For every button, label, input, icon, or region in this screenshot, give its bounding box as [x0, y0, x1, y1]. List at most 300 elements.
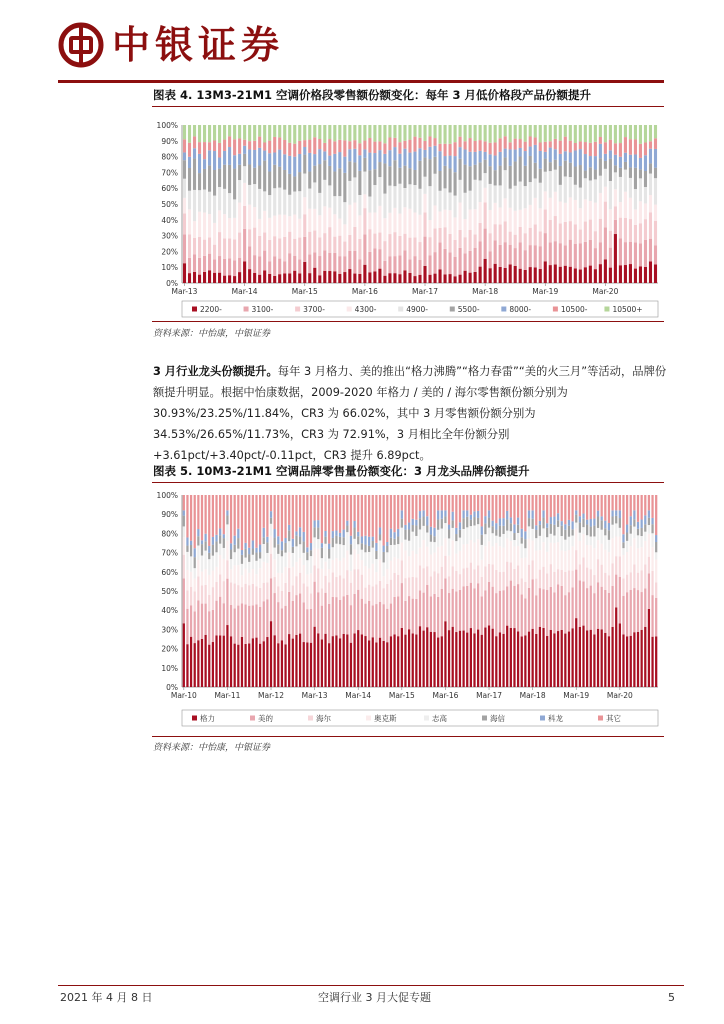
fig4-bar-segment-5	[228, 165, 231, 193]
fig5-bar-segment-4	[274, 548, 276, 560]
fig4-bar-segment-4	[594, 179, 597, 202]
fig4-bar-segment-0	[353, 274, 356, 283]
fig5-bar-segment-5	[201, 544, 203, 555]
fig5-bar-segment-5	[386, 546, 388, 552]
fig4-legend-swatch	[295, 307, 300, 312]
fig5-bar-segment-1	[204, 604, 206, 635]
fig4-bar-segment-5	[198, 173, 201, 190]
fig5-bar-segment-5	[324, 537, 326, 544]
fig5-legend-swatch	[598, 716, 603, 721]
fig4-bar-segment-4	[539, 183, 542, 209]
fig4-bar-segment-0	[594, 269, 597, 283]
fig5-bar-segment-3	[277, 573, 279, 586]
fig5-bar-segment-0	[332, 636, 334, 687]
fig4-bar-segment-7	[534, 137, 537, 144]
fig4-bar-segment-7	[243, 140, 246, 146]
fig5-bar-segment-2	[590, 569, 592, 585]
fig4-bar-segment-4	[544, 172, 547, 192]
fig4-bar-segment-3	[293, 214, 296, 238]
fig5-bar-segment-0	[528, 632, 530, 687]
fig4-bar-segment-5	[273, 165, 276, 188]
fig5-bar-segment-2	[513, 569, 515, 586]
fig5-bar-segment-1	[579, 580, 581, 627]
fig5-bar-segment-1	[452, 589, 454, 627]
fig4-bar-segment-0	[549, 265, 552, 283]
fig4-bar-segment-0	[604, 259, 607, 283]
fig4-bar-segment-2	[519, 227, 522, 243]
fig5-bar-segment-7	[637, 495, 639, 522]
fig4-bar-segment-8	[348, 125, 351, 141]
fig5-bar	[219, 495, 221, 687]
fig4-bar-segment-8	[183, 125, 186, 139]
fig5-bar-segment-4	[495, 536, 497, 543]
fig5-bar-segment-0	[492, 629, 494, 687]
fig4-bar-segment-7	[529, 136, 532, 146]
fig4-bar-segment-3	[268, 218, 271, 240]
fig5-bar	[357, 495, 359, 687]
fig4-bar-segment-6	[564, 151, 567, 160]
fig4-bar-segment-3	[629, 198, 632, 219]
fig4-bar-segment-5	[604, 161, 607, 169]
fig5-bar-segment-4	[564, 540, 566, 551]
fig5-bar-segment-5	[212, 545, 214, 556]
fig4-bar-segment-8	[323, 125, 326, 143]
fig4-bar-segment-2	[343, 242, 346, 257]
fig4-bar-segment-1	[298, 259, 301, 273]
fig5-bar-segment-7	[426, 495, 428, 516]
fig4-bar-segment-7	[474, 141, 477, 152]
fig5-bar-segment-7	[252, 495, 254, 540]
fig4-bar-segment-0	[233, 276, 236, 283]
fig5-bar	[343, 495, 345, 687]
fig5-bar-segment-0	[637, 632, 639, 687]
fig4-bar-segment-8	[363, 125, 366, 141]
fig5-bar-segment-3	[622, 555, 624, 578]
fig4-bar-segment-5	[519, 157, 522, 182]
fig4-bar-segment-0	[373, 271, 376, 283]
fig5-bar-segment-6	[255, 548, 257, 553]
fig5-bar-segment-7	[397, 495, 399, 529]
fig5-bar-segment-5	[415, 525, 417, 536]
fig4-bar-segment-4	[213, 196, 216, 223]
fig5-bar-segment-4	[502, 534, 504, 548]
fig5-bar-segment-4	[630, 534, 632, 547]
fig5-bar-segment-5	[651, 524, 653, 533]
fig4-bar-segment-1	[358, 259, 361, 274]
fig4-bar-segment-1	[363, 234, 366, 264]
fig4-bar-segment-4	[348, 181, 351, 205]
fig4-bar-segment-2	[489, 233, 492, 251]
fig5-bar-segment-0	[561, 630, 563, 687]
fig4-legend-swatch	[244, 307, 249, 312]
fig5-bar-segment-4	[223, 548, 225, 559]
fig5-bar-segment-1	[401, 583, 403, 628]
fig4-bar-segment-6	[609, 150, 612, 158]
fig4-bar-segment-5	[193, 158, 196, 189]
fig5-bar-segment-1	[277, 602, 279, 643]
fig4-bar-segment-4	[519, 182, 522, 210]
fig4-bar-segment-0	[629, 264, 632, 283]
fig5-bar-segment-0	[241, 637, 243, 687]
fig5-bar-segment-2	[190, 587, 192, 606]
fig5-bar-segment-0	[270, 621, 272, 687]
fig5-bar-segment-0	[651, 637, 653, 687]
fig5-bar	[517, 495, 519, 687]
fig5-bar-segment-3	[197, 560, 199, 576]
fig4-bar-segment-7	[338, 140, 341, 152]
fig5-bar-segment-6	[183, 510, 185, 515]
fig5-bar-segment-4	[462, 529, 464, 544]
fig4-bar-segment-1	[248, 246, 251, 269]
fig4-bar-segment-4	[569, 177, 572, 197]
fig5-bar-segment-0	[611, 627, 613, 687]
fig4-bar-segment-2	[449, 234, 452, 252]
fig4-bar-segment-2	[203, 240, 206, 256]
bank-of-china-logo-icon	[58, 22, 104, 68]
fig4-bar-segment-2	[504, 221, 507, 242]
fig4-legend-swatch	[501, 307, 506, 312]
fig5-bar-segment-3	[255, 574, 257, 586]
fig5-bar-segment-3	[350, 571, 352, 583]
fig5-bar-segment-2	[535, 579, 537, 596]
fig4-bar-segment-7	[599, 137, 602, 144]
fig5-bar-segment-1	[368, 601, 370, 640]
fig4-bar-segment-8	[514, 125, 517, 139]
fig4-bar-segment-3	[534, 198, 537, 224]
fig4-bar-segment-8	[413, 125, 416, 137]
fig5-bar	[212, 495, 214, 687]
fig4-bar-segment-1	[338, 256, 341, 274]
fig5-bar-segment-2	[335, 577, 337, 597]
fig4-bar-segment-4	[383, 194, 386, 219]
fig5-bar	[561, 495, 563, 687]
fig4-bar-segment-0	[423, 266, 426, 283]
fig4-bar-segment-2	[459, 230, 462, 248]
fig5-bar-segment-7	[601, 495, 603, 516]
fig5-bar-segment-5	[317, 528, 319, 540]
fig5-bar-segment-5	[521, 537, 523, 543]
fig5-bar-segment-5	[368, 546, 370, 552]
fig5-bar-segment-3	[419, 548, 421, 566]
fig5-bar-segment-3	[321, 569, 323, 589]
fig4-bar-segment-1	[484, 229, 487, 259]
fig4-bar-segment-4	[579, 188, 582, 209]
fig4-bar-segment-2	[649, 212, 652, 238]
fig5-bar-segment-4	[190, 556, 192, 571]
fig4-bar-segment-0	[534, 267, 537, 283]
fig4-bar	[554, 125, 557, 283]
fig4-bar-segment-0	[574, 268, 577, 283]
fig5-bar-segment-7	[524, 495, 526, 531]
fig5-bar-segment-2	[263, 583, 265, 601]
fig5-bar-segment-4	[255, 561, 257, 574]
fig5-bar-segment-4	[332, 547, 334, 560]
fig5-bar-segment-2	[350, 583, 352, 605]
fig4-bar-segment-3	[388, 213, 391, 234]
fig5-bar	[564, 495, 566, 687]
fig4-bar-segment-6	[328, 156, 331, 166]
fig5-bar-segment-6	[212, 537, 214, 545]
fig5-bar-segment-7	[379, 495, 381, 527]
fig5-bar-segment-4	[313, 537, 315, 547]
fig4-bar-segment-6	[403, 149, 406, 166]
fig5-bar-segment-3	[546, 552, 548, 574]
fig4-bar-segment-4	[639, 178, 642, 201]
fig5-bar-segment-2	[557, 569, 559, 584]
fig5-bar-segment-0	[630, 636, 632, 687]
fig4-bar	[589, 125, 592, 283]
fig5-bar	[255, 495, 257, 687]
fig5-bar-segment-2	[553, 572, 555, 593]
fig5-bar-segment-4	[590, 537, 592, 546]
fig5-y-tick: 60%	[161, 567, 178, 577]
fig4-bar-segment-0	[413, 276, 416, 283]
fig5-bar-segment-5	[266, 542, 268, 553]
fig5-bar-segment-3	[361, 560, 363, 575]
fig5-bar-segment-5	[466, 517, 468, 528]
fig4-bar-segment-8	[579, 125, 582, 141]
fig5-bar-segment-5	[412, 525, 414, 532]
fig5-bar-segment-1	[604, 590, 606, 633]
fig5-bar-segment-4	[481, 545, 483, 560]
fig4-bar-segment-8	[228, 125, 231, 136]
fig4-bar-segment-1	[408, 259, 411, 273]
fig5-bar-segment-6	[448, 525, 450, 530]
fig4-bar-segment-4	[333, 196, 336, 214]
fig5-bar-segment-2	[295, 576, 297, 595]
fig5-bar-segment-0	[306, 642, 308, 687]
fig5-bar-segment-5	[615, 516, 617, 524]
fig4-bar-segment-1	[253, 255, 256, 273]
fig4-bar-segment-8	[278, 125, 281, 137]
fig4-bar-segment-1	[398, 255, 401, 274]
fig5-bar-segment-0	[466, 633, 468, 687]
fig4-bar-segment-2	[258, 236, 261, 256]
fig5-bar-segment-5	[492, 526, 494, 533]
fig5-bar	[419, 495, 421, 687]
fig5-bar	[492, 495, 494, 687]
fig4-bar-segment-0	[524, 270, 527, 283]
fig5-bar-segment-6	[317, 520, 319, 527]
fig5-bar-segment-0	[462, 631, 464, 687]
fig5-bar-segment-2	[510, 562, 512, 580]
fig5-bar-segment-2	[633, 564, 635, 588]
fig5-bar-segment-5	[528, 518, 530, 526]
fig5-bar-segment-0	[459, 631, 461, 687]
fig5-bar-segment-5	[343, 537, 345, 545]
fig4-bar-segment-8	[378, 125, 381, 141]
fig5-bar-segment-2	[644, 564, 646, 588]
fig5-bar-segment-7	[215, 495, 217, 535]
fig5-bar-segment-4	[215, 552, 217, 567]
fig4-bar-segment-6	[278, 150, 281, 167]
fig5-bar-segment-6	[423, 510, 425, 516]
fig5-bar-segment-3	[641, 547, 643, 570]
fig4-bar-segment-3	[654, 205, 657, 221]
fig5-bar-segment-2	[597, 559, 599, 582]
fig5-bar-segment-4	[386, 552, 388, 569]
fig5-bar-segment-3	[470, 540, 472, 563]
fig5-bar-segment-7	[383, 495, 385, 546]
fig4-bar-segment-3	[368, 213, 371, 230]
fig4-bar-segment-8	[198, 125, 201, 142]
fig5-bar-segment-2	[550, 564, 552, 587]
fig5-bar	[266, 495, 268, 687]
fig5-bar-segment-2	[622, 579, 624, 596]
fig5-bar-segment-0	[648, 609, 650, 687]
fig5-bar-segment-1	[397, 596, 399, 636]
fig4-bar	[433, 125, 436, 283]
fig4-bar-segment-7	[373, 142, 376, 153]
fig5-bar-segment-5	[299, 536, 301, 544]
fig5-bar-segment-5	[484, 523, 486, 534]
fig4-bar-segment-5	[183, 160, 186, 179]
fig5-bar-segment-0	[208, 645, 210, 687]
fig5-bar-segment-5	[597, 516, 599, 527]
fig5-bar-segment-4	[397, 544, 399, 559]
fig5-bar-segment-5	[346, 526, 348, 533]
fig5-bar-segment-6	[586, 520, 588, 525]
fig4-bar-segment-8	[238, 125, 241, 138]
fig5-bar-segment-7	[575, 495, 577, 510]
fig5-bar-segment-7	[372, 495, 374, 537]
fig4-bar-segment-3	[489, 210, 492, 233]
fig4-legend-label: 3100-	[251, 305, 274, 314]
fig5-bar-segment-4	[353, 539, 355, 549]
fig5-bar-segment-4	[350, 555, 352, 572]
fig5-bar-segment-4	[542, 528, 544, 542]
fig5-bar-segment-7	[564, 495, 566, 524]
fig5-bar-segment-5	[353, 528, 355, 539]
fig5-bar-segment-2	[404, 578, 406, 601]
fig5-bar-segment-4	[194, 568, 196, 578]
fig4-bar	[383, 125, 386, 283]
fig4-bar-segment-5	[373, 169, 376, 185]
fig5-bar	[215, 495, 217, 687]
fig5-bar	[633, 495, 635, 687]
fig5-bar-segment-5	[186, 546, 188, 552]
fig4-bar-segment-2	[298, 238, 301, 260]
fig5-bar-segment-3	[532, 541, 534, 561]
fig5-bar-segment-4	[423, 526, 425, 540]
fig5-bar-segment-7	[241, 495, 243, 550]
fig5-bar-segment-3	[408, 556, 410, 577]
fig5-bar-segment-1	[259, 607, 261, 644]
fig4-bar-segment-8	[619, 125, 622, 143]
fig5-bar	[375, 495, 377, 687]
fig4-bar	[278, 125, 281, 283]
fig4-bar-segment-4	[193, 190, 196, 221]
fig5-bar-segment-0	[557, 631, 559, 687]
fig5-bar-segment-5	[590, 527, 592, 537]
fig5-bar-segment-2	[208, 595, 210, 611]
fig5-bar-segment-7	[492, 495, 494, 521]
fig4-bar	[629, 125, 632, 283]
fig4-bar-segment-5	[208, 165, 211, 191]
fig4-bar-segment-1	[428, 256, 431, 275]
fig4-bar-segment-8	[223, 125, 226, 140]
fig5-bar-segment-2	[648, 557, 650, 574]
fig4-bar-segment-1	[479, 242, 482, 267]
fig4-bar-segment-3	[609, 209, 612, 230]
fig4-x-tick: Mar-18	[472, 287, 499, 296]
fig4-bar-segment-4	[644, 187, 647, 203]
fig5-bar	[390, 495, 392, 687]
fig4-bar-segment-6	[393, 147, 396, 160]
fig5-bar-segment-3	[444, 538, 446, 555]
fig4-bar-segment-2	[318, 237, 321, 256]
fig5-bar-segment-6	[466, 510, 468, 516]
fig4-bar-segment-6	[333, 154, 336, 172]
fig5-bar	[346, 495, 348, 687]
fig5-bar-segment-1	[557, 585, 559, 632]
fig5-bar-segment-6	[259, 545, 261, 553]
fig4-bar-segment-4	[263, 191, 266, 210]
fig5-bar-segment-7	[630, 495, 632, 516]
fig5-bar-segment-4	[488, 528, 490, 542]
fig4-bar-segment-6	[428, 147, 431, 159]
fig5-bar	[481, 495, 483, 687]
fig5-legend	[182, 710, 658, 726]
fig4-bar-segment-6	[599, 144, 602, 158]
fig4-bar-segment-2	[308, 232, 311, 255]
fig5-bar-segment-2	[372, 586, 374, 605]
fig4-bar-segment-2	[559, 223, 562, 243]
fig5-bar-segment-1	[270, 578, 272, 621]
fig5-bar-segment-4	[197, 546, 199, 560]
fig5-bar-segment-2	[310, 593, 312, 609]
fig5-bar-segment-2	[303, 584, 305, 603]
fig5-bar-segment-2	[204, 585, 206, 604]
fig4-bar-segment-4	[238, 180, 241, 202]
fig5-bar-segment-6	[386, 542, 388, 546]
fig4-bar-segment-7	[388, 138, 391, 151]
fig5-bar-segment-1	[542, 589, 544, 628]
fig4-bar-segment-7	[479, 140, 482, 151]
fig4-bar-segment-5	[303, 155, 306, 174]
fig5-y-tick: 80%	[161, 529, 178, 539]
fig5-bar-segment-1	[215, 601, 217, 636]
fig4-bar-segment-7	[443, 144, 446, 156]
footer-date: 2021 年 4 月 8 日	[60, 991, 153, 1004]
fig4-bar-segment-3	[443, 210, 446, 228]
fig5-bar-segment-0	[321, 639, 323, 687]
fig5-bar-segment-1	[506, 587, 508, 626]
fig5-bar	[190, 495, 192, 687]
fig5-bar	[364, 495, 366, 687]
header-divider	[58, 80, 664, 83]
fig5-bar-segment-4	[448, 538, 450, 555]
fig4-bar-segment-8	[263, 125, 266, 142]
fig4-bar	[509, 125, 512, 283]
fig4-bar-segment-0	[248, 269, 251, 283]
fig5-bar	[204, 495, 206, 687]
fig4-bar-segment-2	[188, 234, 191, 258]
fig5-legend-swatch	[250, 716, 255, 721]
fig5-bar-segment-4	[470, 526, 472, 540]
fig4-bar-segment-6	[499, 152, 502, 166]
fig5-bar-segment-2	[248, 585, 250, 606]
fig4-bar-segment-3	[243, 183, 246, 206]
fig4-bar	[213, 125, 216, 283]
footer-title: 空调行业 3 月大促专题	[318, 991, 431, 1004]
fig4-bar-segment-6	[629, 155, 632, 168]
fig4-bar-segment-1	[489, 251, 492, 268]
fig4-bar-segment-7	[544, 142, 547, 152]
fig4-bar-segment-7	[509, 142, 512, 149]
fig5-bar-segment-2	[237, 585, 239, 605]
fig4-bar-segment-3	[228, 218, 231, 238]
